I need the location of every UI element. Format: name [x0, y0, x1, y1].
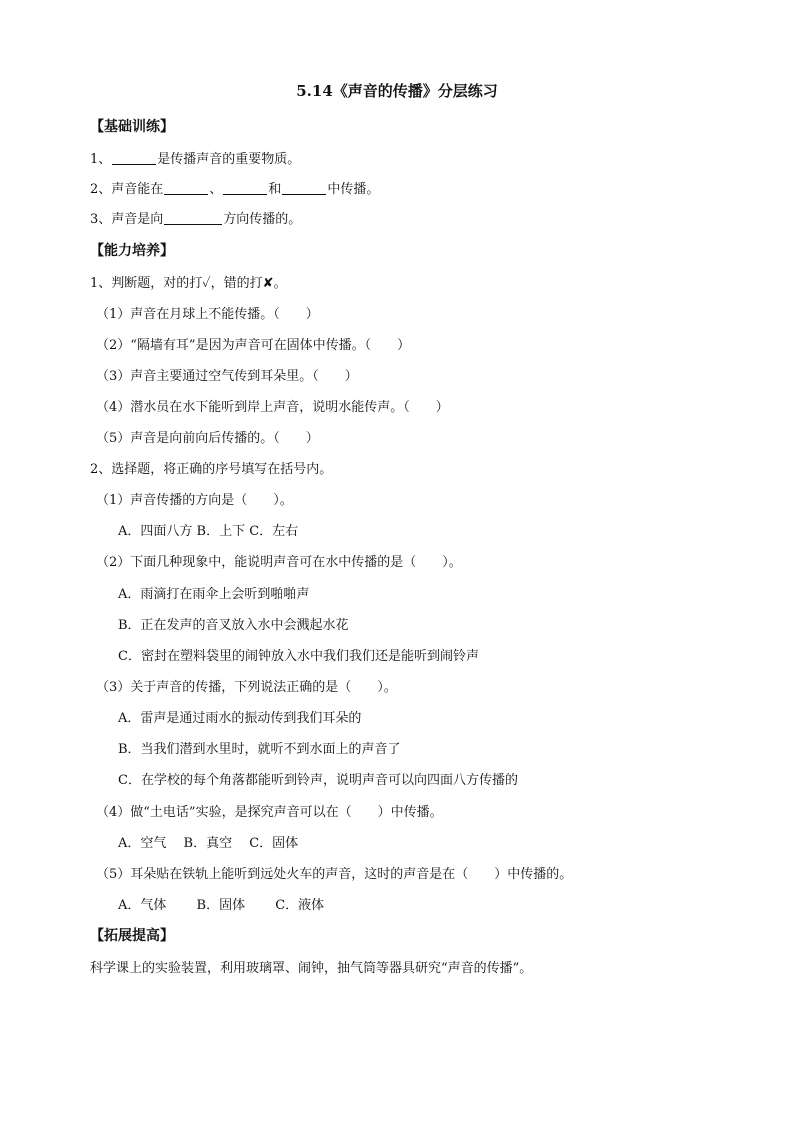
extend-text: 科学课上的实验装置，利用玻璃罩、闹钟，抽气筒等器具研究“声音的传播”。 — [90, 961, 533, 976]
basic-question-1 — [90, 148, 300, 167]
basic-q2-post: 中传播。 — [327, 182, 380, 197]
answer-blank[interactable] — [164, 210, 222, 225]
judge-item-1: （1）声音在月球上不能传播。（ ） — [96, 307, 319, 322]
choice-question-3: （3）关于声音的传播，下列说法正确的是（ ）。 — [96, 680, 397, 695]
choice-q2-option-b: B．正在发声的音叉放入水中会溅起水花 — [118, 618, 349, 633]
choice-question-1: （1）声音传播的方向是（ ）。 — [96, 493, 293, 508]
basic-question-3 — [90, 208, 301, 227]
answer-blank[interactable] — [112, 150, 156, 165]
answer-blank[interactable] — [223, 180, 267, 195]
choice-q5-options: A．气体 B．固体 C．液体 — [118, 898, 325, 913]
basic-q1-number: 1、 — [90, 152, 112, 167]
page-title: 5.14《声音的传播》分层练习 — [296, 82, 498, 100]
basic-q3-pre: 3、声音是向 — [90, 212, 164, 227]
choice-question-2: （2）下面几种现象中，能说明声音可在水中传播的是（ ）。 — [96, 555, 462, 570]
answer-blank[interactable] — [282, 180, 326, 195]
basic-q2-and: 和 — [268, 182, 282, 197]
judge-item-2: （2）“隔墙有耳”是因为声音可在固体中传播。（ ） — [96, 338, 411, 353]
section-extend-heading: 【拓展提高】 — [90, 928, 174, 944]
choice-question-4: （4）做“土电话”实验，是探究声音可以在（ ）中传播。 — [96, 805, 443, 820]
section-ability-heading: 【能力培养】 — [90, 243, 174, 259]
choice-q2-option-a: A．雨滴打在雨伞上会听到啪啪声 — [118, 587, 310, 602]
choice-heading: 2、选择题，将正确的序号填写在括号内。 — [90, 462, 333, 477]
choice-question-5: （5）耳朵贴在铁轨上能听到远处火车的声音，这时的声音是在（ ）中传播的。 — [96, 867, 573, 882]
choice-q3-option-b: B．当我们潜到水里时，就听不到水面上的声音了 — [118, 742, 401, 757]
choice-q3-option-c: C．在学校的每个角落都能听到铃声，说明声音可以向四面八方传播的 — [118, 773, 518, 788]
section-basic-heading: 【基础训练】 — [90, 119, 174, 135]
basic-q1-text: 是传播声音的重要物质。 — [157, 152, 301, 167]
basic-q3-post: 方向传播的。 — [223, 212, 302, 227]
basic-q2-pre: 2、声音能在 — [90, 182, 164, 197]
judge-heading: 1、判断题，对的打✓，错的打✘。 — [90, 276, 287, 291]
basic-question-2 — [90, 178, 379, 197]
choice-q2-option-c: C．密封在塑料袋里的闹钟放入水中我们我们还是能听到闹铃声 — [118, 649, 479, 664]
choice-q4-options: A．空气 B．真空 C．固体 — [118, 836, 299, 851]
basic-q2-sep: 、 — [209, 182, 223, 197]
answer-blank[interactable] — [164, 180, 208, 195]
judge-item-5: （5）声音是向前向后传播的。（ ） — [96, 431, 319, 446]
choice-q1-options: A．四面八方 B．上下 C．左右 — [118, 524, 299, 539]
choice-q3-option-a: A．雷声是通过雨水的振动传到我们耳朵的 — [118, 711, 362, 726]
judge-item-4: （4）潜水员在水下能听到岸上声音，说明水能传声。（ ） — [96, 400, 449, 415]
judge-item-3: （3）声音主要通过空气传到耳朵里。（ ） — [96, 369, 358, 384]
